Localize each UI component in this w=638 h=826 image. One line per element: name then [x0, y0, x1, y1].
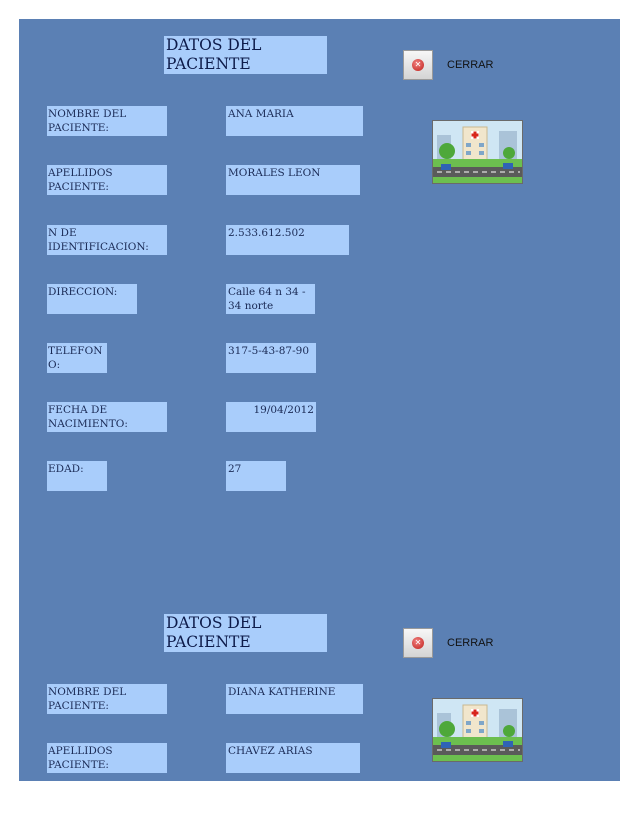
- phone-field[interactable]: 317-5-43-87-90: [226, 343, 316, 373]
- close-icon: ✕: [412, 59, 424, 71]
- hospital-image: [432, 698, 523, 762]
- close-button[interactable]: [403, 50, 433, 80]
- birthdate-field[interactable]: 19/04/2012: [226, 402, 316, 432]
- surname-label: APELLIDOS PACIENTE:: [47, 165, 167, 195]
- address-label: DIRECCION:: [47, 284, 137, 314]
- id-number-field[interactable]: 2.533.612.502: [226, 225, 349, 255]
- close-label[interactable]: CERRAR: [447, 637, 494, 649]
- close-label[interactable]: CERRAR: [447, 59, 494, 71]
- age-label: EDAD:: [47, 461, 107, 491]
- section-title: DATOS DEL PACIENTE: [164, 36, 327, 74]
- surname-field[interactable]: CHAVEZ ARIAS: [226, 743, 360, 773]
- birthdate-label: FECHA DE NACIMIENTO:: [47, 402, 167, 432]
- close-icon: ✕: [412, 637, 424, 649]
- section-title: DATOS DEL PACIENTE: [164, 614, 327, 652]
- patient-section-1: [19, 19, 620, 579]
- id-number-label: N DE IDENTIFICACION:: [47, 225, 167, 255]
- name-label: NOMBRE DEL PACIENTE:: [47, 684, 167, 714]
- close-button[interactable]: [403, 628, 433, 658]
- surname-field[interactable]: MORALES LEON: [226, 165, 360, 195]
- surname-label: APELLIDOS PACIENTE:: [47, 743, 167, 773]
- age-field[interactable]: 27: [226, 461, 286, 491]
- address-field[interactable]: Calle 64 n 34 - 34 norte: [226, 284, 315, 314]
- name-label: NOMBRE DEL PACIENTE:: [47, 106, 167, 136]
- hospital-image: [432, 120, 523, 184]
- patient-section-2: [19, 597, 620, 781]
- name-field[interactable]: ANA MARIA: [226, 106, 363, 136]
- name-field[interactable]: DIANA KATHERINE: [226, 684, 363, 714]
- phone-label: TELEFON O:: [47, 343, 107, 373]
- form-sheet: [19, 19, 620, 781]
